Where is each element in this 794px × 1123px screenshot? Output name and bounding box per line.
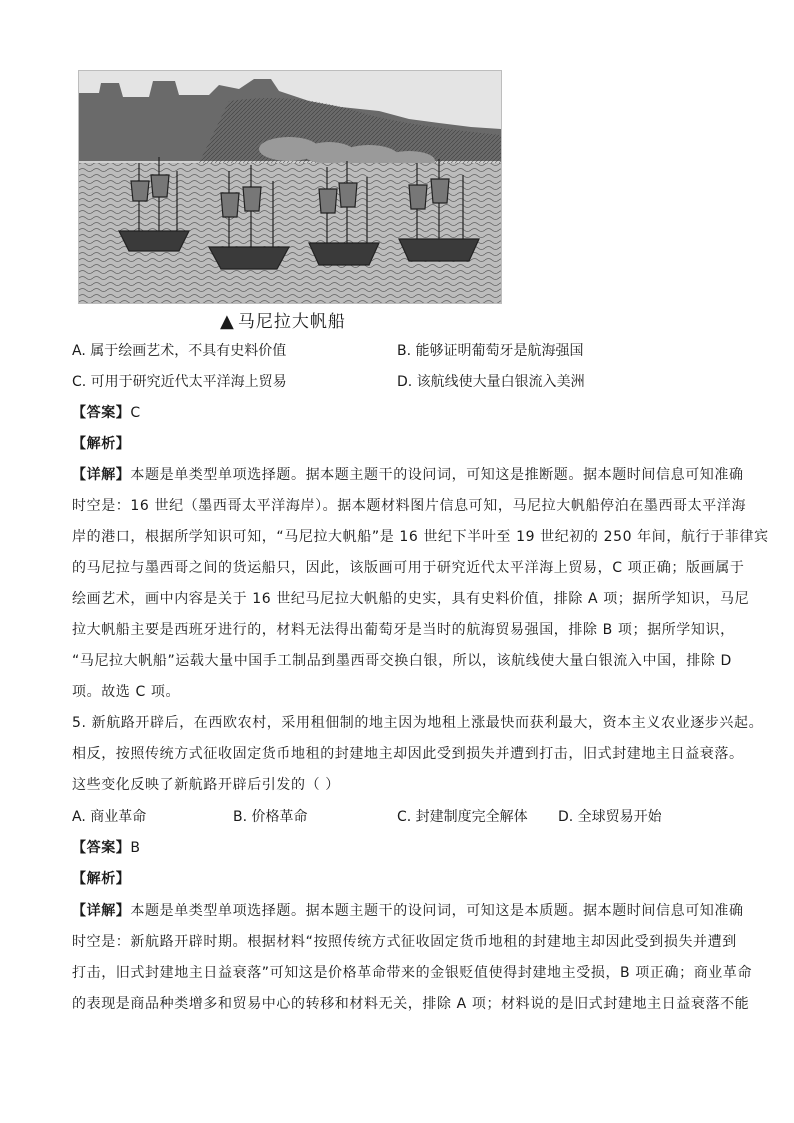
q5-analysis-label-text: 【解析】 [72,871,131,887]
engraving-image [79,71,501,303]
q5-stem-line: 相反，按照传统方式征收固定货币地租的封建地主却因此受到损失并遭到打击，旧式封建地主日益衰落。 [72,746,744,762]
q4-analysis-label [72,433,130,453]
figure-caption-text: 马尼拉大帆船 [237,312,346,332]
q5-answer-value: B [130,840,141,856]
q4-detail-line: 的马尼拉与墨西哥之间的货运船只，因此，该版画可用于研究近代太平洋海上贸易，C 项正确；版画属于 [72,560,745,576]
triangle-icon: ▲ [220,311,235,332]
q4-detail-line: 项。故选 C 项。 [72,684,181,700]
q4-detail-text-0: 本题是单类型单项选择题。据本题主题干的设问词，可知这是推断题。据本题时间信息可知准确 [130,467,744,483]
q4-answer-value: C [130,405,141,421]
q5-detail-line: 时空是：新航路开辟时期。根据材料“按照传统方式征收固定货币地租的封建地主却因此受到损失并遭到 [72,934,737,950]
q4-option-a: A. 属于绘画艺术，不具有史料价值 [72,343,287,359]
figure-caption [220,307,346,332]
q5-analysis-label [72,868,130,888]
q5-answer-label: 【答案】 [72,840,131,856]
q5-answer [72,837,141,857]
q5-detail-line: 打击，旧式封建地主日益衰落”可知这是价格革命带来的金银贬值使得封建地主受损，B 项正确；商业革命 [72,965,753,981]
q4-option-b: B. 能够证明葡萄牙是航海强国 [397,343,584,359]
manila-galleon-engraving [78,70,502,304]
q4-detail-line: “马尼拉大帆船”运载大量中国手工制品到墨西哥交换白银，所以，该航线使大量白银流入中国，排除 D [72,653,732,669]
q4-option-d: D. 该航线使大量白银流入美洲 [397,374,585,390]
q5-stem-line: 这些变化反映了新航路开辟后引发的（ ） [72,777,340,793]
q5-option-b: B. 价格革命 [233,809,308,825]
q5-detail-label: 【详解】 [72,903,131,919]
q4-detail-line: 时空是：16 世纪（墨西哥太平洋海岸）。据本题材料图片信息可知，马尼拉大帆船停泊在墨西哥太平洋海 [72,498,747,514]
q4-detail-line: 绘画艺术，画中内容是关于 16 世纪马尼拉大帆船的史实，具有史料价值，排除 A 项；据所学知识，马尼 [72,591,750,607]
q5-option-c: C. 封建制度完全解体 [397,809,528,825]
q4-detail-line: 岸的港口，根据所学知识可知，“马尼拉大帆船”是 16 世纪下半叶至 19 世纪初的 250 年间，航行于菲律宾 [72,529,769,545]
q5-option-d: D. 全球贸易开始 [558,809,662,825]
q4-answer [72,402,141,422]
q4-answer-label: 【答案】 [72,405,131,421]
q4-detail-line: 拉大帆船主要是西班牙进行的，材料无法得出葡萄牙是当时的航海贸易强国，排除 B 项；据所学知识， [72,622,735,638]
q5-stem-line: 5. 新航路开辟后，在西欧农村，采用租佃制的地主因为地租上涨最快而获利最大，资本主义农业逐步兴起。 [72,715,764,731]
q5-detail-line: 的表现是商品种类增多和贸易中心的转移和材料无关，排除 A 项；材料说的是旧式封建地主日益衰落不能 [72,996,750,1012]
q4-analysis-label-text: 【解析】 [72,436,131,452]
q4-option-c: C. 可用于研究近代太平洋海上贸易 [72,374,287,390]
q5-detail-line [72,900,744,920]
q5-detail-text-0: 本题是单类型单项选择题。据本题主题干的设问词，可知这是本质题。据本题时间信息可知准确 [130,903,744,919]
q4-detail-label: 【详解】 [72,467,131,483]
q4-detail-line [72,464,744,484]
q5-option-a: A. 商业革命 [72,809,147,825]
